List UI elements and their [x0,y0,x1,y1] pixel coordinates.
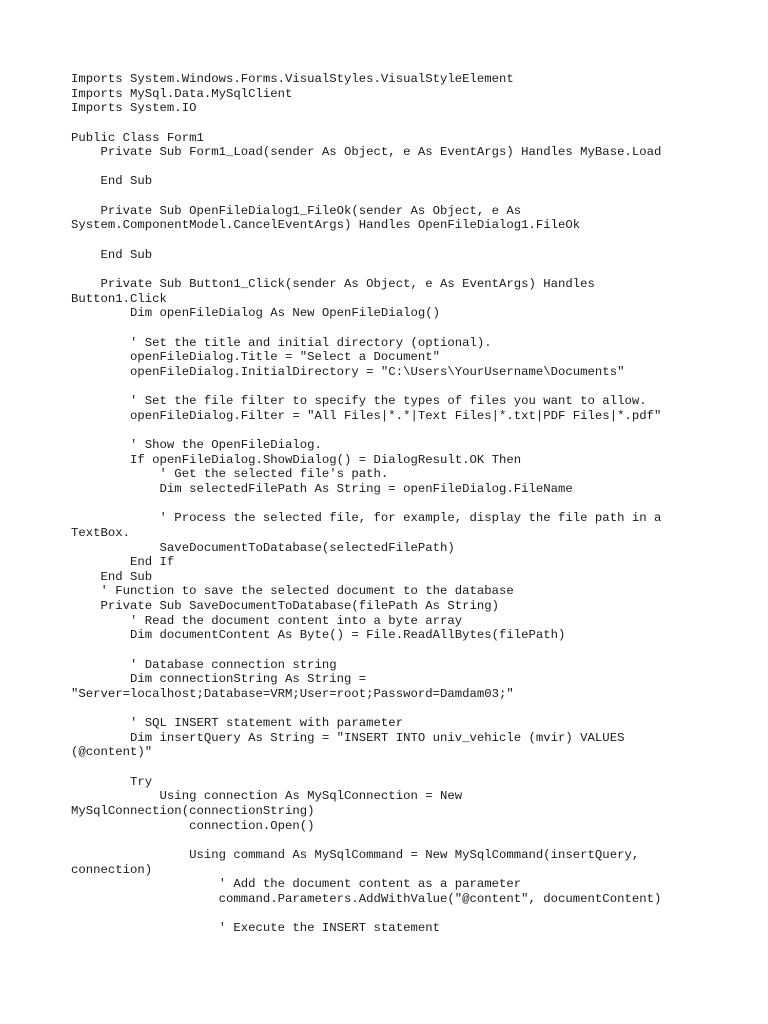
code-line: Dim documentContent As Byte() = File.ReadAllBytes(filePath) [71,628,566,643]
code-line [71,702,661,717]
code-line: Button1.Click [71,291,167,306]
code-line [71,116,661,131]
code-line: ' SQL INSERT statement with parameter [71,716,404,731]
code-line: ' Read the document content into a byte array [71,613,463,628]
code-line: Try [71,774,153,789]
code-line: If openFileDialog.ShowDialog() = DialogResult.OK Then [71,452,522,467]
code-line: Imports System.IO [71,101,197,116]
code-line: Dim openFileDialog As New OpenFileDialog() [71,306,440,321]
code-line [71,160,661,175]
code-line [71,233,661,248]
code-line: System.ComponentModel.CancelEventArgs) Handles OpenFileDialog1.FileOk [71,218,581,233]
code-line: Using command As MySqlCommand = New MySqlCommand(insertQuery, [71,847,640,862]
code-line [71,497,661,512]
code-line: ' Database connection string [71,657,337,672]
code-line [71,643,661,658]
code-line [71,907,661,922]
code-line: Dim insertQuery As String = "INSERT INTO univ_vehicle (mvir) VALUES [71,730,625,745]
code-line: Public Class Form1 [71,130,204,145]
code-line: MySqlConnection(connectionString) [71,804,315,819]
code-line: SaveDocumentToDatabase(selectedFilePath) [71,540,455,555]
code-line: Private Sub Form1_Load(sender As Object, e As EventArgs) Handles MyBase.Load [71,145,662,160]
code-line: Dim selectedFilePath As String = openFileDialog.FileName [71,481,573,496]
code-line: Private Sub Button1_Click(sender As Object, e As EventArgs) Handles [71,276,595,291]
code-line [71,189,661,204]
code-line: ' Process the selected file, for example, display the file path in a [71,511,662,526]
code-line: openFileDialog.Title = "Select a Document" [71,350,440,365]
code-line [71,423,661,438]
code-line: End If [71,555,175,570]
code-line: TextBox. [71,525,131,540]
code-line: (@content)" [71,745,153,760]
code-block [71,72,661,936]
code-line: command.Parameters.AddWithValue("@content", documentContent) [71,891,662,906]
code-line: openFileDialog.Filter = "All Files|*.*|Text Files|*.txt|PDF Files|*.pdf" [71,408,662,423]
code-line: Private Sub OpenFileDialog1_FileOk(sender As Object, e As [71,203,522,218]
code-line: Imports MySql.Data.MySqlClient [71,86,293,101]
code-line: End Sub [71,569,153,584]
code-line: ' Get the selected file's path. [71,467,389,482]
code-line: End Sub [71,247,153,262]
code-line: connection.Open() [71,818,315,833]
code-line [71,321,661,336]
code-line [71,379,661,394]
code-line: ' Add the document content as a parameter [71,877,522,892]
code-line: ' Function to save the selected document to the database [71,584,514,599]
code-line [71,262,661,277]
code-line: connection) [71,862,153,877]
code-line: Private Sub SaveDocumentToDatabase(filePath As String) [71,599,500,614]
code-line [71,760,661,775]
code-line: End Sub [71,174,153,189]
code-line: Dim connectionString As String = [71,672,367,687]
code-line: ' Show the OpenFileDialog. [71,438,322,453]
code-line: "Server=localhost;Database=VRM;User=root;Password=Damdam03;" [71,686,514,701]
code-line: Imports System.Windows.Forms.VisualStyles.VisualStyleElement [71,72,514,86]
code-line: openFileDialog.InitialDirectory = "C:\Users\YourUsername\Documents" [71,364,625,379]
code-line [71,833,661,848]
code-line: ' Set the title and initial directory (optional). [71,335,492,350]
code-line: ' Set the file filter to specify the types of files you want to allow. [71,394,647,409]
code-line: ' Execute the INSERT statement [71,921,440,936]
code-line: Using connection As MySqlConnection = New [71,789,463,804]
